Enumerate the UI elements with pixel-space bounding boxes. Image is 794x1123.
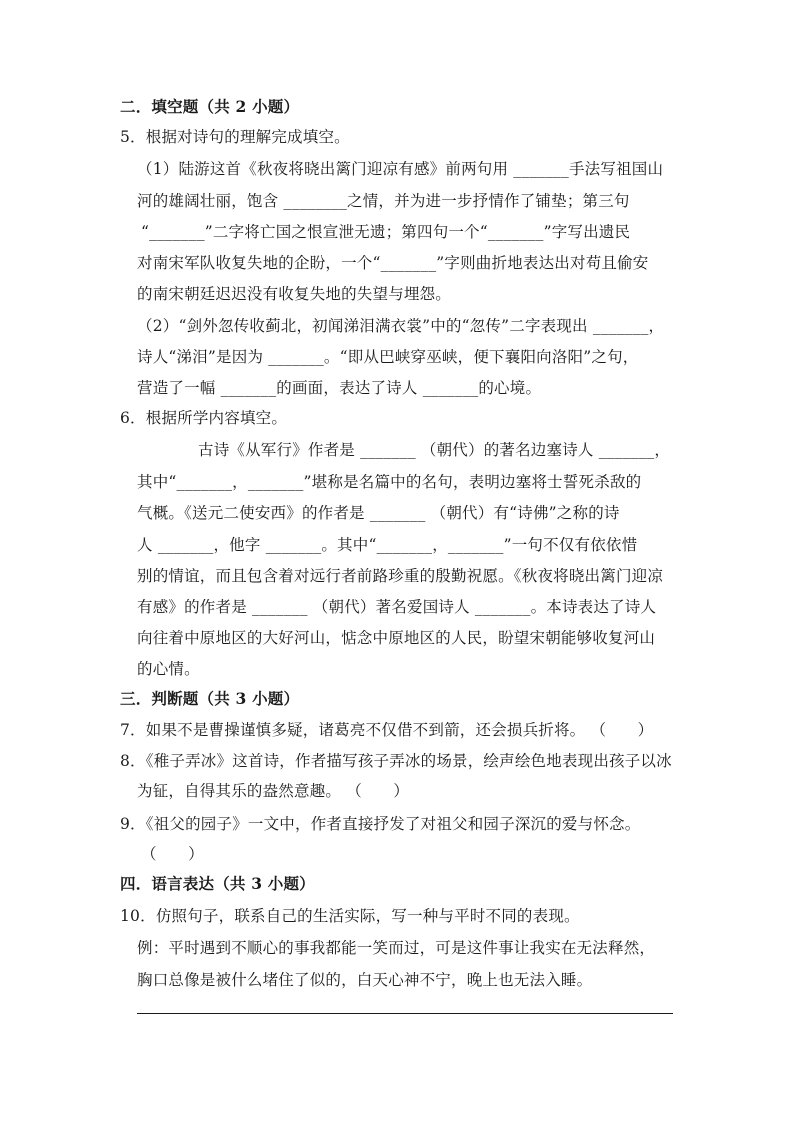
section-heading-fill-blank: 二．填空题（共 2 小题） — [120, 97, 300, 116]
question-6-line8: 的心情。 — [137, 660, 200, 678]
answer-writing-line[interactable] — [137, 1013, 673, 1014]
question-6-line5: 别的情谊，而且包含着对远行者前路珍重的殷勤祝愿。《秋夜将晓出篱门迎凉 — [137, 567, 664, 585]
question-5-part1-line2: 河的雄阔壮丽，饱含 ________之情，并为进一步抒情作了铺垫；第三句 — [137, 192, 630, 210]
question-8-line1: 8．《稚子弄冰》这首诗，作者描写孩子弄冰的场景，绘声绘色地表现出孩子以冰 — [120, 752, 672, 770]
question-6-line3: 气概。《送元二使安西》的作者是 _______ （朝代）有“诗佛”之称的诗 — [137, 504, 620, 522]
question-6-line4: 人 _______，他字 _______。其中“_______，_______”一句不仅有依依惜 — [137, 536, 638, 554]
question-6-line7: 向往着中原地区的大好河山，惦念中原地区的人民，盼望宋朝能够收复河山 — [137, 629, 656, 647]
question-6-stem: 6．根据所学内容填空。 — [120, 409, 288, 427]
question-5-part1-line5: 的南宋朝廷迟迟没有收复失地的失望与埋怨。 — [137, 285, 452, 303]
question-10-stem: 10．仿照句子，联系自己的生活实际，写一种与平时不同的表现。 — [120, 907, 580, 925]
question-6-line6: 有感》的作者是 _______ （朝代）著名爱国诗人 _______。本诗表达了诗人 — [137, 598, 657, 616]
question-5-part1-line3: “_______”二字将亡国之恨宣泄无遗；第四句一个“_______”字写出遗民 — [141, 223, 631, 241]
question-5-stem: 5．根据对诗句的理解完成填空。 — [120, 128, 350, 146]
section-heading-expression: 四．语言表达（共 3 小题） — [120, 874, 315, 893]
question-10-example-line2: 胸口总像是被什么堵住了似的，白天心神不宁，晚上也无法入睡。 — [137, 971, 593, 989]
question-7: 7．如果不是曹操谨慎多疑，诸葛亮不仅借不到箭，还会损兵折将。 （ ） — [120, 721, 654, 739]
question-9-line2: （ ） — [141, 845, 204, 863]
question-5-part2-line2: 诗人“涕泪”是因为 _______。“即从巴峡穿巫峡，便下襄阳向洛阳”之句， — [137, 348, 639, 366]
question-6-line2: 其中“_______，_______”堪称是名篇中的名句，表明边塞将士誓死杀敌的 — [137, 473, 642, 491]
question-5-part1-line1: （1）陆游这首《秋夜将晓出篱门迎凉有感》前两句用 _______手法写祖国山 — [137, 160, 664, 178]
question-6-line1: 古诗《从军行》作者是 _______ （朝代）的著名边塞诗人 _______， — [198, 441, 671, 459]
question-9-line1: 9．《祖父的园子》一文中，作者直接抒发了对祖父和园子深沉的爱与怀念。 — [120, 815, 641, 833]
question-5-part2-line3: 营造了一幅 _______的画面，表达了诗人 _______的心境。 — [137, 379, 542, 397]
section-heading-true-false: 三．判断题（共 3 小题） — [120, 689, 300, 708]
question-8-line2: 为钲，自得其乐的盎然意趣。 （ ） — [137, 782, 410, 800]
question-10-example-line1: 例：平时遇到不顺心的事我都能一笑而过，可是这件事让我实在无法释然， — [137, 939, 656, 957]
question-5-part1-line4: 对南宋军队收复失地的企盼，一个“_______”字则曲折地表达出对苟且偷安 — [137, 254, 649, 272]
question-5-part2-line1: （2）“剑外忽传收蓟北，初闻涕泪满衣裳”中的“忽传”二字表现出 _______， — [137, 317, 665, 335]
